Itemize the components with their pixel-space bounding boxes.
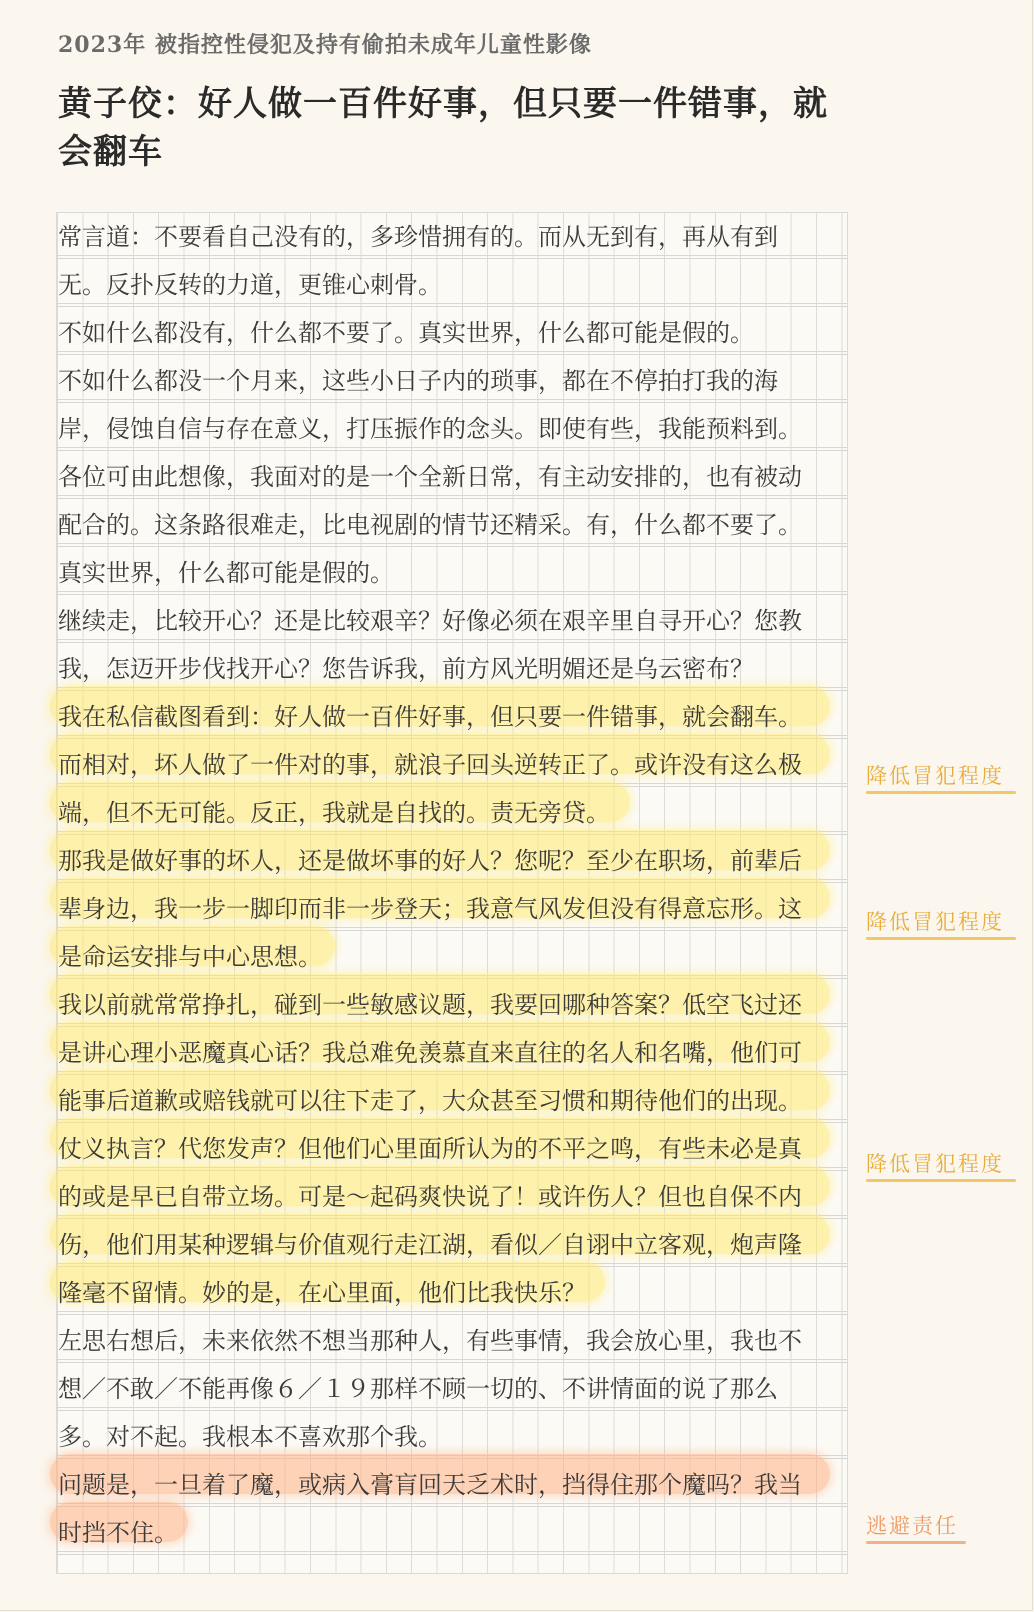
text-line: 想／不敢／不能再像６／１９那样不顾一切的、不讲情面的说了那么 [58,1375,778,1403]
text-line: 配合的。这条路很难走，比电视剧的情节还精采。有，什么都不要了。 [58,511,802,539]
text-line: 各位可由此想像，我面对的是一个全新日常，有主动安排的，也有被动 [58,463,802,491]
text-line: 问题是，一旦着了魔，或病入膏肓回天乏术时，挡得住那个魔吗？我当 [58,1471,802,1499]
text-line: 我以前就常常挣扎，碰到一些敏感议题，我要回哪种答案？低空飞过还 [58,991,802,1019]
text-line: 多。对不起。我根本不喜欢那个我。 [58,1423,442,1451]
text-line: 而相对，坏人做了一件对的事，就浪子回头逆转正了。或许没有这么极 [58,751,802,779]
text-line: 辈身边，我一步一脚印而非一步登天；我意气风发但没有得意忘形。这 [58,895,802,923]
text-line: 继续走，比较开心？还是比较艰辛？好像必须在艰辛里自寻开心？您教 [58,607,802,635]
text-line: 时挡不住。 [58,1519,178,1547]
text-line: 无。反扑反转的力道，更锥心刺骨。 [58,271,442,299]
article-subtitle: 2023年 被指控性侵犯及持有偷拍未成年儿童性影像 [58,32,592,58]
text-line: 仗义执言？代您发声？但他们心里面所认为的不平之鸣，有些未必是真 [58,1135,802,1163]
text-line: 那我是做好事的坏人，还是做坏事的好人？您呢？至少在职场，前辈后 [58,847,802,875]
annotation-label: 降低冒犯程度 [866,1152,1004,1176]
annotation-underline [866,1179,1016,1182]
text-line: 端，但不无可能。反正，我就是自找的。责无旁贷。 [58,799,610,827]
text-line: 我，怎迈开步伐找开心？您告诉我，前方风光明媚还是乌云密布？ [58,655,754,683]
text-line: 伤，他们用某种逻辑与价值观行走江湖，看似／自诩中立客观，炮声隆 [58,1231,802,1259]
text-line: 能事后道歉或赔钱就可以往下走了，大众甚至习惯和期待他们的出现。 [58,1087,802,1115]
text-line: 我在私信截图看到：好人做一百件好事，但只要一件错事，就会翻车。 [58,703,802,731]
annotation-label: 逃避责任 [866,1514,958,1538]
text-line: 的或是早已自带立场。可是～起码爽快说了！或许伤人？但也自保不内 [58,1183,802,1211]
text-line: 左思右想后，未来依然不想当那种人，有些事情，我会放心里，我也不 [58,1327,802,1355]
article-title: 黄子佼：好人做一百件好事，但只要一件错事，就会翻车 [58,84,828,172]
text-line: 真实世界，什么都可能是假的。 [58,559,394,587]
text-line: 不如什么都没一个月来，这些小日子内的琐事，都在不停拍打我的海 [58,367,778,395]
text-line: 不如什么都没有，什么都不要了。真实世界，什么都可能是假的。 [58,319,754,347]
text-line: 是命运安排与中心思想。 [58,943,322,971]
article-body [58,213,858,1557]
annotation-underline [866,791,1016,794]
text-line: 是讲心理小恶魔真心话？我总难免羡慕直来直往的名人和名嘴，他们可 [58,1039,802,1067]
text-line: 岸，侵蚀自信与存在意义，打压振作的念头。即使有些，我能预料到。 [58,415,802,443]
annotation-label: 降低冒犯程度 [866,910,1004,934]
annotation-underline [866,1541,966,1544]
text-line: 隆毫不留情。妙的是，在心里面，他们比我快乐？ [58,1279,586,1307]
annotation-underline [866,937,1016,940]
annotation-label: 降低冒犯程度 [866,764,1004,788]
text-line: 常言道：不要看自己没有的，多珍惜拥有的。而从无到有，再从有到 [58,223,778,251]
